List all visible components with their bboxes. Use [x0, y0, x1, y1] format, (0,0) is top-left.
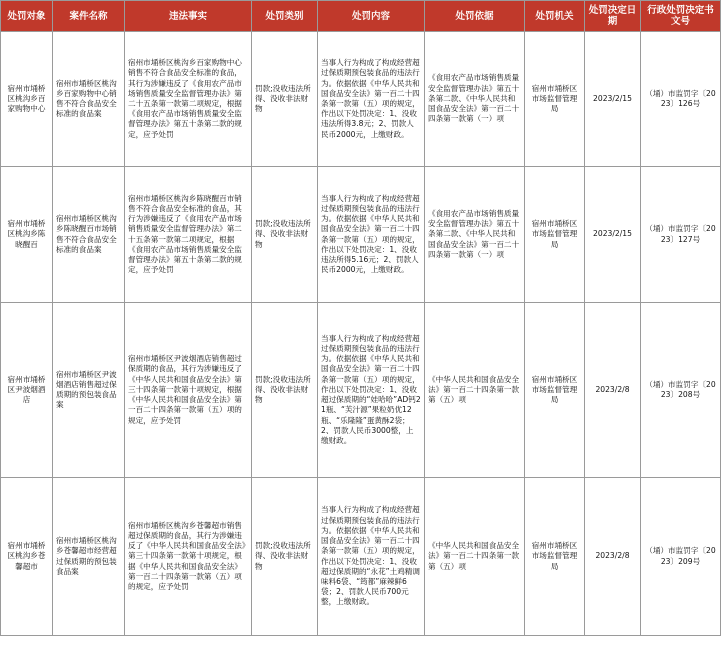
cell-subject: 宿州市埇桥区桃沟乡苍馨超市: [1, 478, 53, 636]
header-content: 处罚内容: [318, 1, 425, 32]
cell-doc-no: （埇）市监罚字〔2023〕127号: [641, 167, 721, 303]
table-row: [1, 32, 721, 167]
cell-basis: 《中华人民共和国食品安全法》第一百二十四条第一款第（五）项: [425, 303, 525, 478]
cell-content: 当事人行为构成了构成经营超过保质期预包装食品的违法行为。依据依据《中华人民共和国食品安全法》第一百二十四条第一款第（五）项的规定，作出以下处罚决定：1、没收违法所得3.8元；2、罚款人民币2000元，上缴财政。: [318, 32, 425, 167]
header-facts: 违法事实: [125, 1, 252, 32]
cell-authority: 宿州市埇桥区市场监督管理局: [525, 478, 585, 636]
cell-content: 当事人行为构成了构成经营超过保质期预包装食品的违法行为。依据依据《中华人民共和国食品安全法》第一百二十四条第一款第（五）项的规定，作出以下处罚决定：1、没收超过保质期的“永花”土鸡精调味料6袋、“筠都”麻辣鲜6袋；2、罚款人民币700元整，上缴财政。: [318, 478, 425, 636]
cell-type: 罚款;没收违法所得、没收非法财物: [252, 303, 318, 478]
cell-date: 2023/2/8: [585, 303, 641, 478]
table-row: [1, 303, 721, 478]
cell-authority: 宿州市埇桥区市场监督管理局: [525, 32, 585, 167]
cell-authority: 宿州市埇桥区市场监督管理局: [525, 303, 585, 478]
cell-basis: 《食用农产品市场销售质量安全监督管理办法》第五十条第二款、《中华人民共和国食品安全法》第一百二十四条第一款第（一）项: [425, 32, 525, 167]
header-doc-no: 行政处罚决定书文号: [641, 1, 721, 32]
cell-facts: 宿州市埇桥区桃沟乡百家购物中心销售不符合食品安全标准的食品，其行为涉嫌违反了《食用农产品市场销售质量安全监督管理办法》第二十五条第一款第二项规定，根据《食用农产品市场销售质量安全监督管理办法》第五十条第二款的规定，应予处罚: [125, 32, 252, 167]
cell-date: 2023/2/8: [585, 478, 641, 636]
header-basis: 处罚依据: [425, 1, 525, 32]
cell-doc-no: （埇）市监罚字〔2023〕126号: [641, 32, 721, 167]
header-date: 处罚决定日期: [585, 1, 641, 32]
cell-case-name: 宿州市埇桥区桃沟乡陈晓醒百市场销售不符合食品安全标准的食品案: [53, 167, 125, 303]
header-authority: 处罚机关: [525, 1, 585, 32]
cell-case-name: 宿州市埇桥区尹波烟酒店销售超过保质期的预包装食品案: [53, 303, 125, 478]
cell-type: 罚款;没收违法所得、没收非法财物: [252, 478, 318, 636]
cell-case-name: 宿州市埇桥区桃沟乡苍馨超市经营超过保质期的预包装食品案: [53, 478, 125, 636]
cell-facts: 宿州市埇桥区尹波烟酒店销售超过保质期的食品，其行为涉嫌违反了《中华人民共和国食品安全法》第三十四条第一款第十项规定，根据《中华人民共和国食品安全法》第一百二十四条第一款第（五）项的规定，应予处罚: [125, 303, 252, 478]
cell-doc-no: （埇）市监罚字〔2023〕208号: [641, 303, 721, 478]
cell-facts: 宿州市埇桥区桃沟乡陈晓醒百市销售不符合食品安全标准的食品，其行为涉嫌违反了《食用农产品市场销售质量安全监督管理办法》第二十五条第一款第二项规定，根据《食用农产品市场销售质量安全监督管理办法》第五十条第二款的规定，应予处罚: [125, 167, 252, 303]
cell-content: 当事人行为构成了构成经营超过保质期预包装食品的违法行为。依据依据《中华人民共和国食品安全法》第一百二十四条第一款第（五）项的规定，作出以下处罚决定：1、没收超过保质期的“娃哈哈”AD钙21瓶、“芙汁源”果粒奶优12瓶、“乐隆隆”蛋黄酥2袋；2、罚款人民币3000整，上缴财政。: [318, 303, 425, 478]
cell-doc-no: （埇）市监罚字〔2023〕209号: [641, 478, 721, 636]
table-row: [1, 167, 721, 303]
cell-type: 罚款;没收违法所得、没收非法财物: [252, 167, 318, 303]
cell-date: 2023/2/15: [585, 32, 641, 167]
header-subject: 处罚对象: [1, 1, 53, 32]
cell-content: 当事人行为构成了构成经营超过保质期预包装食品的违法行为。依据依据《中华人民共和国食品安全法》第一百二十四条第一款第（五）项的规定，作出以下处罚决定：1、没收违法所得5.16元；2、罚款人民币2000元，上缴财政。: [318, 167, 425, 303]
cell-subject: 宿州市埇桥区尹波烟酒店: [1, 303, 53, 478]
table-row: [1, 478, 721, 636]
header-case-name: 案件名称: [53, 1, 125, 32]
cell-subject: 宿州市埇桥区桃沟乡陈晓醒百: [1, 167, 53, 303]
header-type: 处罚类别: [252, 1, 318, 32]
header-row: [1, 1, 721, 32]
cell-date: 2023/2/15: [585, 167, 641, 303]
cell-basis: 《中华人民共和国食品安全法》第一百二十四条第一款第（五）项: [425, 478, 525, 636]
cell-authority: 宿州市埇桥区市场监督管理局: [525, 167, 585, 303]
cell-case-name: 宿州市埇桥区桃沟乡百家购物中心销售不符合食品安全标准的食品案: [53, 32, 125, 167]
cell-basis: 《食用农产品市场销售质量安全监督管理办法》第五十条第二款、《中华人民共和国食品安全法》第一百二十四条第一款第（一）项: [425, 167, 525, 303]
cell-type: 罚款;没收违法所得、没收非法财物: [252, 32, 318, 167]
cell-facts: 宿州市埇桥区桃沟乡苍馨超市销售超过保质期的食品，其行为涉嫌违反了《中华人民共和国食品安全法》第三十四条第一款第十项规定，根据《中华人民共和国食品安全法》第一百二十四条第一款第（五）项的规定，应予处罚: [125, 478, 252, 636]
cell-subject: 宿州市埇桥区桃沟乡百家购物中心: [1, 32, 53, 167]
